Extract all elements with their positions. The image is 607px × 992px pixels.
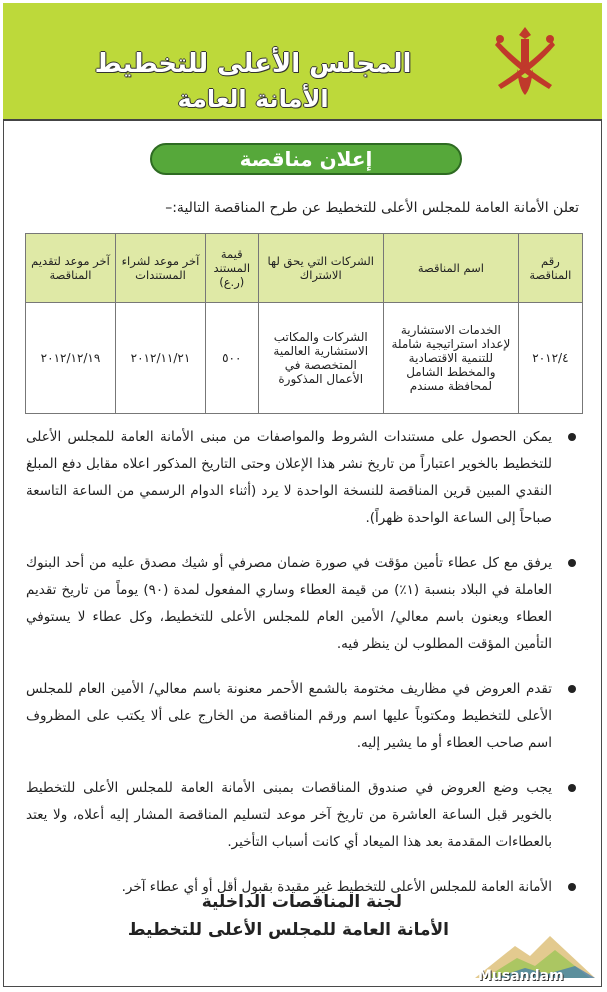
list-item-text: يجب وضع العروض في صندوق المناقصات بمبنى الأمانة العامة للمجلس الأعلى للتخطيط بالخوير قبل الساعة العاشرة من تاريخ آخر موعد لتسليم المناقصة المشار إليه أعلاه، ولا يعتد بالعطاءات المقدمة بعد هذا الميعاد أي كانت أسباب التأخير. xyxy=(26,780,552,850)
intro-text: تعلن الأمانة العامة للمجلس الأعلى للتخطيط عن طرح المناقصة التالية:– xyxy=(165,200,579,216)
list-item-text: تقدم العروض في مظاريف مختومة بالشمع الأحمر معنونة باسم معالي/ الأمين العام للمجلس الأعلى للتخطيط ومكتوباً عليها اسم ورقم المناقصة من الخارج على ألا يكتب على المظروف اسم صاحب العطاء أو ما يشير إليه. xyxy=(26,681,552,751)
header xyxy=(3,3,602,121)
cell-tender-number: ٢٠١٢/٤ xyxy=(518,303,582,414)
col-header-submission-deadline: آخر موعد لتقديم المناقصة xyxy=(26,234,116,303)
col-header-tender-name: اسم المناقصة xyxy=(383,234,518,303)
list-item xyxy=(26,676,586,757)
tender-announcement-banner: إعلان مناقصة xyxy=(150,143,462,175)
bullet-icon xyxy=(568,559,576,567)
watermark-text: Musandam xyxy=(478,968,564,984)
cell-tender-name: الخدمات الاستشارية لإعداد استراتيجية شاملة للتنمية الاقتصادية والمخطط الشامل لمحافظة مسندم xyxy=(383,303,518,414)
tender-table xyxy=(25,233,583,414)
list-item xyxy=(26,550,586,658)
list-item xyxy=(26,424,586,532)
signature-secretariat: الأمانة العامة للمجلس الأعلى للتخطيط xyxy=(127,920,449,940)
col-header-eligible-companies: الشركات التي يحق لها الاشتراك xyxy=(258,234,383,303)
col-header-purchase-deadline: آخر موعد لشراء المستندات xyxy=(116,234,206,303)
header-title-council: المجلس الأعلى للتخطيط xyxy=(94,49,412,79)
bullet-icon xyxy=(568,883,576,891)
list-item-text: الأمانة العامة للمجلس الأعلى للتخطيط غير مقيدة بقبول أقل أو أي عطاء آخر. xyxy=(121,879,552,895)
oman-emblem-icon xyxy=(490,21,560,101)
table-row xyxy=(26,303,583,414)
cell-eligible-companies: الشركات والمكاتب الاستشارية العالمية المتخصصة في الأعمال المذكورة xyxy=(258,303,383,414)
bullet-icon xyxy=(568,433,576,441)
cell-document-value: ٥٠٠ xyxy=(205,303,258,414)
table-header-row xyxy=(26,234,583,303)
bullet-icon xyxy=(568,685,576,693)
signature-committee: لجنة المناقصات الداخلية xyxy=(201,892,402,912)
cell-submission-deadline: ٢٠١٢/١٢/١٩ xyxy=(26,303,116,414)
cell-purchase-deadline: ٢٠١٢/١١/٢١ xyxy=(116,303,206,414)
col-header-document-value: قيمة المستند (ر.ع) xyxy=(205,234,258,303)
list-item-text: يمكن الحصول على مستندات الشروط والمواصفات من مبنى الأمانة العامة للمجلس الأعلى للتخطيط بالخوير اعتباراً من تاريخ نشر هذا الإعلان وحتى التاريخ المذكور اعلاه مقابل دفع المبلغ النقدي المبين قرين المناقصة للنسخة الواحدة لا يرد (أثناء الدوام الرسمي من الساعة التاسعة صباحاً إلى الساعة الواحدة ظهراً). xyxy=(26,429,552,526)
header-title-secretariat: الأمانة العامة xyxy=(177,85,329,113)
bullet-icon xyxy=(568,784,576,792)
list-item-text: يرفق مع كل عطاء تأمين مؤقت في صورة ضمان مصرفي أو شيك مصدق عليه من أحد البنوك العاملة في البلاد بنسبة (١٪) من قيمة العطاء وساري المفعول لمدة (٩٠) يوماً من تاريخ تقديم العطاء ويعنون باسم معالي/ الأمين العام للمجلس الأعلى للتخطيط، وكل عطاء لا يستوفي التأمين المؤقت المطلوب لن ينظر فيه. xyxy=(26,555,552,652)
list-item xyxy=(26,775,586,856)
conditions-list xyxy=(26,424,586,919)
col-header-tender-number: رقم المناقصة xyxy=(518,234,582,303)
